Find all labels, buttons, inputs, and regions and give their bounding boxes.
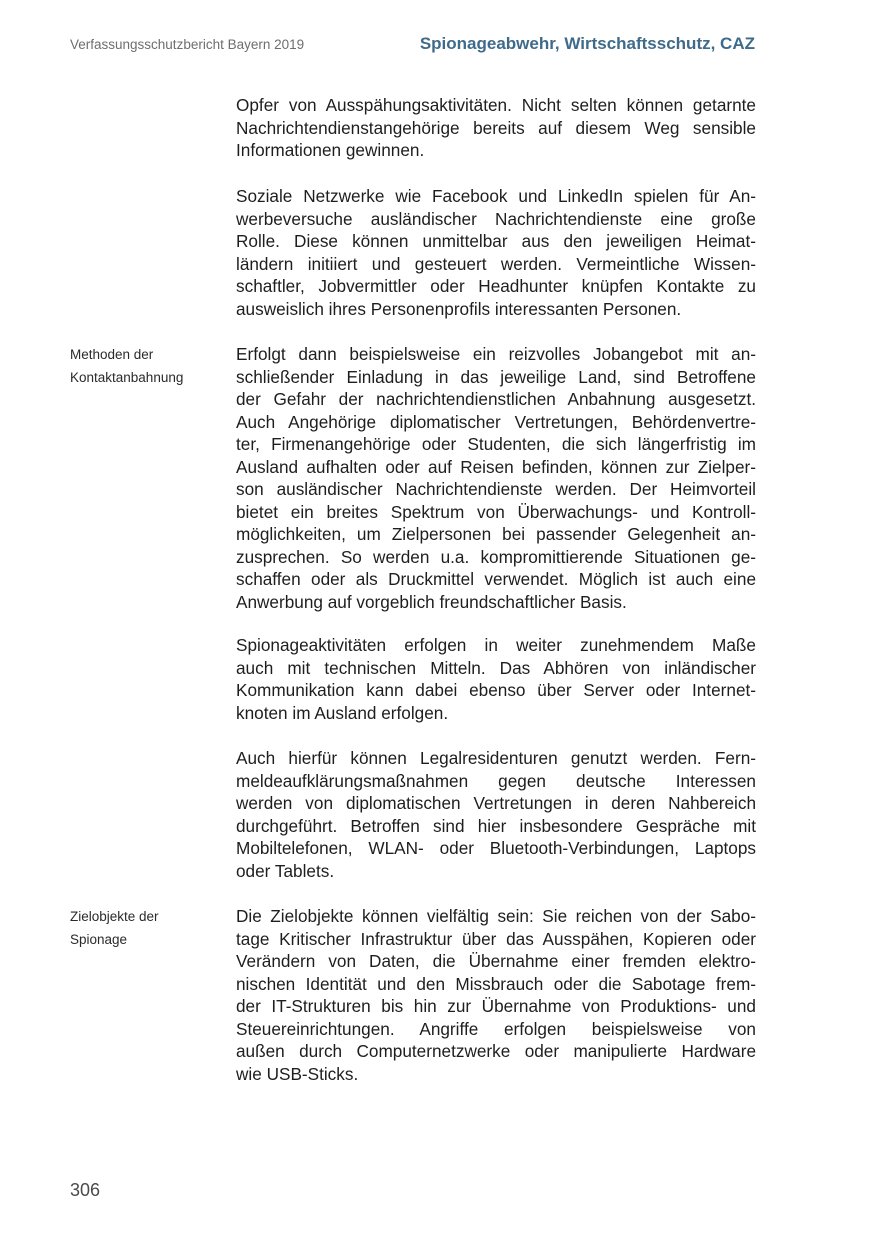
text-line: Nachrichtendienstangehörige bereits auf diesem Weg sensible — [236, 117, 756, 138]
text-line: tage Kritischer Infrastruktur über das Ausspähen, Kopieren oder — [236, 928, 756, 949]
text-line: zusprechen. So werden u.a. kompromittierende Situationen ge- — [236, 546, 756, 567]
text-line: Auch hierfür können Legalresidenturen genutzt werden. Fern- — [236, 748, 756, 768]
running-header-title: Spionageabwehr, Wirtschaftsschutz, CAZ — [419, 34, 755, 53]
paragraph — [236, 905, 756, 1085]
text-line: schaftler, Jobvermittler oder Headhunter knüpfen Kontakte zu — [236, 276, 756, 296]
page-number: 306 — [70, 1180, 101, 1200]
margin-note-line: Zielobjekte der — [70, 909, 159, 924]
text-line: Mobiltelefonen, WLAN- oder Bluetooth-Verbindungen, Laptops — [236, 838, 756, 858]
text-line: der IT-Strukturen bis hin zur Übernahme von Produktions- und — [236, 996, 756, 1016]
text-line: wie USB-Sticks. — [236, 1063, 359, 1084]
text-line: Anwerbung auf vorgeblich freundschaftlicher Basis. — [236, 591, 627, 612]
paragraph — [236, 747, 756, 882]
text-line: ländern initiiert und gesteuert werden. Vermeintliche Wissen- — [236, 253, 756, 274]
text-line: ausweislich ihres Personenprofils interessanten Personen. — [236, 298, 682, 319]
margin-note — [70, 344, 220, 389]
text-line: Rolle. Diese können unmittelbar aus den jeweiligen Heimat- — [236, 231, 756, 251]
text-line: der Gefahr der nachrichtendienstlichen Anbahnung ausgesetzt. — [236, 389, 756, 409]
text-line: Spionageaktivitäten erfolgen in weiter zunehmendem Maße — [236, 635, 756, 655]
text-line: schließender Einladung in das jeweilige Land, sind Betroffene — [236, 366, 756, 387]
text-line: Die Zielobjekte können vielfältig sein: Sie reichen von der Sabo- — [236, 906, 756, 926]
text-line: son ausländischer Nachrichtendienste werden. Der Heimvorteil — [236, 479, 756, 499]
text-line: Informationen gewinnen. — [236, 140, 425, 160]
text-line: auch mit technischen Mitteln. Das Abhören von inländischer — [236, 657, 756, 678]
margin-note-line: Kontaktanbahnung — [70, 369, 184, 385]
text-line: möglichkeiten, um Zielpersonen bei passender Gelegenheit an- — [236, 524, 756, 544]
text-line: ter, Firmenangehörige oder Studenten, die sich längerfristig im — [236, 434, 756, 454]
text-line: Verändern von Daten, die Übernahme einer fremden elektro- — [236, 951, 756, 971]
text-line: schaffen oder als Druckmittel verwendet. Möglich ist auch eine — [236, 569, 756, 589]
text-line: Steuereinrichtungen. Angriffe erfolgen beispielsweise von — [236, 1018, 756, 1039]
text-line: Auch Angehörige diplomatischer Vertretungen, Behördenvertre- — [236, 411, 756, 432]
text-line: oder Tablets. — [236, 860, 335, 881]
paragraph — [236, 94, 756, 162]
text-line: meldeaufklärungsmaßnahmen gegen deutsche Interessen — [236, 770, 756, 791]
text-line: nischen Identität und den Missbrauch oder die Sabotage frem- — [236, 973, 756, 994]
running-header-left: Verfassungsschutzbericht Bayern 2019 — [70, 37, 305, 52]
margin-note-line: Methoden der — [70, 347, 154, 362]
margin-note-line: Spionage — [70, 931, 128, 947]
paragraph — [236, 185, 756, 320]
text-line: Soziale Netzwerke wie Facebook und LinkedIn spielen für An- — [236, 186, 756, 206]
text-line: durchgeführt. Betroffen sind hier insbesondere Gespräche mit — [236, 815, 756, 836]
paragraph — [236, 343, 756, 613]
text-line: knoten im Ausland erfolgen. — [236, 702, 449, 723]
text-line: werbeversuche ausländischer Nachrichtendienste eine große — [236, 208, 756, 229]
text-line: außen durch Computernetzwerke oder manipulierte Hardware — [236, 1041, 756, 1061]
margin-note — [70, 906, 220, 951]
text-line: Ausland aufhalten oder auf Reisen befinden, können zur Zielper- — [236, 456, 756, 477]
text-line: werden von diplomatischen Vertretungen in deren Nahbereich — [236, 793, 756, 813]
text-line: Opfer von Ausspähungsaktivitäten. Nicht selten können getarnte — [236, 95, 756, 115]
text-line: Kommunikation kann dabei ebenso über Server oder Internet- — [236, 680, 756, 700]
text-line: Erfolgt dann beispielsweise ein reizvolles Jobangebot mit an- — [236, 344, 756, 364]
paragraph — [236, 634, 756, 724]
text-line: bietet ein breites Spektrum von Überwachungs- und Kontroll- — [236, 501, 756, 522]
